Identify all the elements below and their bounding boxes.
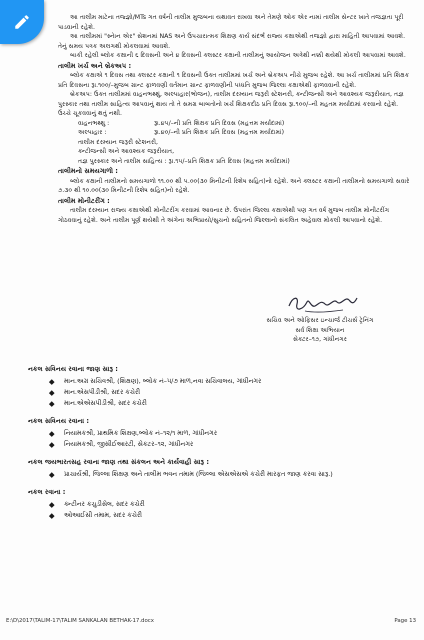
signatory-title: સચિવ અને ઓફિસર ઇન્ચાર્જ ટીચર્સ ટ્રેનિંગ [266, 317, 374, 324]
edit-fab-button[interactable] [0, 0, 44, 44]
expense-label: વાહનભથ્થુ : [78, 119, 110, 127]
list-item: માન.અગ્ર સચિવશ્રી, (શિક્ષણ), બ્લોક નં–૫/૭ માળ,નવા સચિવાલય, ગાંધીનગર [28, 376, 408, 387]
section-heading: તાલીમનો સમયગાળો : [58, 167, 118, 175]
paragraph: આ તાલીમમાં "સ્નેાન એર" સેશનમાં NAS અને ઉપચારાત્મક શિક્ષણ કાર્ય સંદર્ભ રાજ્ય કક્ષાએથી તજજ્ઞો દ્વારા માહિતી આપવામાં આવશે. તેનું સમય પત્રક અલગથી મોકલવામાં આવશે. [58, 33, 406, 50]
expense-subline: તાલીમ દરમ્યાન જરૂરી સ્ટેશનરી, [78, 138, 158, 146]
handwritten-signature [285, 292, 361, 316]
file-path: E:\D\2017\TALIM-17\TALIM SANKALAN BETHAK-17.docx [6, 618, 154, 624]
document-footer [6, 618, 416, 624]
distribution-heading: નકલ જયભારતસહ રવાના જાણ તથા સંકલન અને કાર્યવાહી સારૂ : [28, 458, 209, 466]
expense-label: અલ્પાહાર : [78, 129, 107, 136]
paragraph: આ તાલીમ માટેના તજ્જ્ઞો/MTs ગત વર્ષની તાલીમ મુજબના યથાવત રાખવા અને તેમણે ઓક એર નામાં તાલીમ સેન્ટર ખાતે તજજ્ઞતા પૂરી પાડવાની રહેશે. [58, 14, 404, 31]
expense-subline: તજ્ઞ પુરસ્કાર અને તાલીમ સાહિત્ય : રૂા.૧૫/–પ્રતિ શિક્ષક પ્રતિ દિવસ (મહત્તમ મર્યાદામાં) [78, 157, 290, 165]
list-item: ઓઆઈસી તમામ, સદર કચેરી [28, 510, 408, 521]
letter-body [58, 13, 410, 225]
section-heading: તાલીમ ખર્ચ અને બ્રેકઅપ : [58, 61, 132, 70]
list-item: માન.એએસપીડીશ્રી, સદર કચેરી [28, 398, 408, 409]
signature-block [235, 292, 405, 345]
distribution-heading: નકલ સવિનય રવાના : [28, 417, 89, 425]
list-item: માન.એસપીડીશ્રી, સદર કચેરી [28, 387, 408, 398]
expense-value: રૂા.૪૦/–ની પ્રતિ શિક્ષક પ્રતિ દિવસ (મહત્તમ મર્યાદામાં) [154, 129, 284, 136]
signatory-address: સેક્ટર–૧૭, ગાંધીનગર [293, 336, 347, 344]
list-item: ક્ન્ટીનર કચુડીસેલ, સદર કચેરી [28, 499, 408, 510]
list-item: પ્રાચાર્યશ્રી, જિલ્લા શિક્ષણ અને તાલીમ ભવન તમામ (જિલ્લા એસએસએ કચેરી મારફત જાણ કરવા સારૂ.) [28, 469, 408, 480]
page-number: Page 13 [394, 618, 416, 624]
expense-subline: ક્ન્ટીજન્સી અને આવશ્યક જરૂરીયાત, [78, 148, 175, 155]
recipient-list [28, 376, 408, 409]
pencil-icon [13, 13, 31, 31]
expense-value: રૂા.૪૫/–ની પ્રતિ શિક્ષક પ્રતિ દિવસ (મહત્તમ મર્યાદામાં) [154, 119, 285, 127]
paragraph: તાલીમ દરમ્યાન રાજ્ય કક્ષાએથી મોનીટરીંગ કરવામાં આવનાર છે. ઉપરાંત જિલ્લા કક્ષાએથી પણ ગત વર્ષ મુજબ તાલીમ મોનીટરીંગ ગોઠવવાનું રહેશે. અને તાલીમ પૂર્ણ થયેથી તે અંગેના અભિપ્રાયો/સુચનો સહિતનો જિલ્લાનો સંકલિત અહેવાલ મોકલી આપવાનો રહેશે. [58, 207, 390, 224]
distribution-heading: નકલ સવિનય રવાના જાણ સારૂ : [28, 365, 118, 373]
signatory-office: સર્વ શિક્ષા અભિયાન [295, 326, 345, 334]
section-heading: તાલીમ મોનીટરીંગ : [58, 196, 110, 205]
list-item: નિયામકશ્રી, પ્રાથમિક શિક્ષણ,બ્લોક નં–૧૨/૧ માળ, ગાંધીનગર [28, 428, 408, 439]
expense-row [58, 128, 410, 138]
paragraph: બાકી રહેલી બ્લોક કક્ષાની ૬ દિવસની અને ૪ દિવસની ક્લસ્ટર કક્ષાની તાલીમનું આયોજન અત્રેથી નક્કી થયેથી મોકલી આપવામાં આવશે. [70, 52, 406, 59]
list-item: નિયામકશ્રી, જીસીઈઆરટી, સેકટર–૧૨, ગાંધીનગર [28, 439, 408, 450]
paragraph: બ્રેકઅપ: ઉક્ત તાલીમમાં વાહનભથ્થું, અલ્પાહાર(ભોજન), તાલીમ દરમ્યાન જરૂરી સ્ટેશનરી, ક્ન્ટીજન્સી અને આવશ્યક જરૂરીયાત, તજ્ઞ પુરસ્કાર તથા તાલીમ સાહિત્ય આપવાનું થાય તો તે સમગ્ર બાબતોનો ખર્ચ શિક્ષકદીઠ પ્રતિ દિવસ રૂા.૧૦૦/–ની મહતમ મર્યાદામાં કરવાનો રહેશે. ઉચ્ચે ચૂકવવાનું થતું નથી. [58, 91, 404, 117]
paragraph: બ્લોક કક્ષાએ ૧ દિવસ તથા ક્લસ્ટર કક્ષાની ૧ દિવસની ઉક્ત તાલીમમાં ખર્ચ અને બ્રેકઅપ નીચે મુજબ રહેશે. આ ખર્ચ તાલીમમાં પ્રતિ શિક્ષક પ્રતિ દિવસના રૂા.૧૦૦/–મુજબ ગ્રાન્ટ ફાળવણી વર્તમાન ગ્રાન્ટ ફાળવણીની પધ્ધતિ મુજબ જિલ્લા કક્ષાએથી ફાળવવાની રહેશે. [58, 72, 410, 89]
recipient-list [28, 469, 408, 480]
paragraph: બ્લોક કક્ષાની તાલીમનો સમયગાળો ૧૧.૦૦ થી ૫.૦૦(૩૦ મિનીટની રિશેષ સહિત)નો રહેશે. અને ક્લસ્ટર કક્ષાની તાલીમનો સમયગાળો સવારે ૭.૩૦ થી ૧૦.૦૦(૩૦ મિનીટની રિશેષ સહિત)નો રહેશે. [58, 177, 410, 194]
recipient-list [28, 428, 408, 450]
distribution-list [28, 364, 408, 521]
expense-row [58, 119, 410, 129]
recipient-list [28, 499, 408, 521]
distribution-heading: નકલ રવાના : [28, 488, 66, 496]
